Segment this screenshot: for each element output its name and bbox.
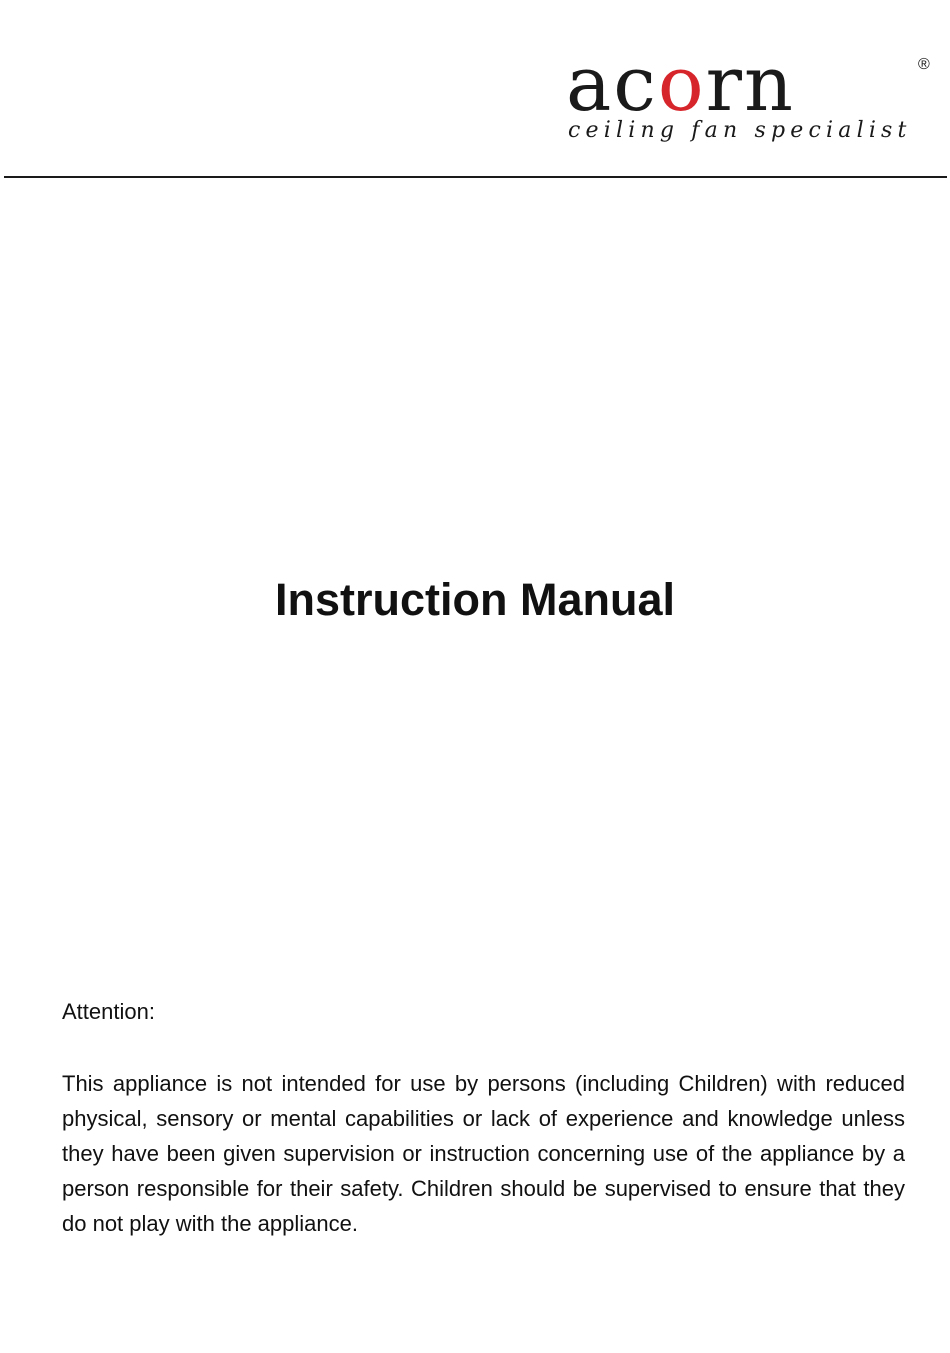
- logo-wordmark-suffix: rn: [705, 39, 795, 128]
- logo-wordmark-highlight: o: [657, 39, 706, 128]
- logo-tagline: ceiling fan specialist: [568, 118, 912, 143]
- document-title: Instruction Manual: [274, 574, 675, 625]
- registered-trademark-icon: ®: [918, 56, 930, 73]
- logo-wordmark: [566, 39, 926, 128]
- attention-body: This appliance is not intended for use by persons (including Children) with reduced physical, sensory or mental capabilities or lack of experience and knowledge unless they have been given supervision or instruction concerning use of the appliance by a person responsible for their safety. Children should be supervised to ensure that they do not play with the appliance.: [62, 1071, 905, 1236]
- page-header: [0, 0, 950, 178]
- header-divider: [4, 176, 947, 178]
- logo-wordmark-prefix: ac: [566, 39, 658, 128]
- acorn-logo: [560, 39, 940, 158]
- attention-heading: Attention:: [62, 999, 155, 1024]
